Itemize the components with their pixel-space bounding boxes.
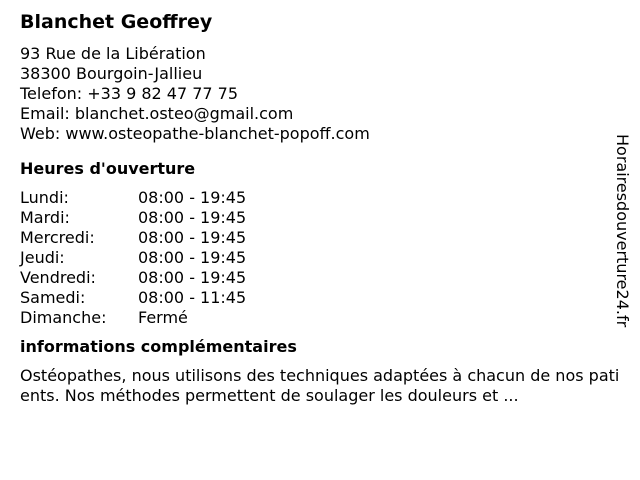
additional-info-heading: informations complémentaires [20,337,297,356]
day-label: Mercredi: [20,228,95,247]
day-label: Vendredi: [20,268,96,287]
email-line[interactable]: Email: blanchet.osteo@gmail.com [20,104,294,123]
day-label: Jeudi: [20,248,65,267]
contact-block [20,44,610,144]
website-line[interactable]: Web: www.osteopathe-blanchet-popoff.com [20,124,370,143]
business-name: Blanchet Geoffrey [20,11,213,33]
hours-row-sunday [20,308,610,328]
hours-row-friday [20,268,610,288]
time-value: 08:00 - 19:45 [138,248,247,267]
time-value: 08:00 - 19:45 [138,268,247,287]
hours-row-saturday [20,288,610,308]
business-card [20,8,620,406]
day-label: Samedi: [20,288,86,307]
day-label: Mardi: [20,208,70,227]
time-value: 08:00 - 19:45 [138,208,247,227]
time-value: 08:00 - 11:45 [138,288,247,307]
hours-row-wednesday [20,228,610,248]
site-watermark: Horairesdouverture24.fr [613,134,632,328]
hours-row-monday [20,188,610,208]
address-street: 93 Rue de la Libération [20,44,206,63]
time-value: 08:00 - 19:45 [138,188,247,207]
time-value: Fermé [138,308,188,327]
opening-hours-table [20,188,610,328]
address-city: 38300 Bourgoin-Jallieu [20,64,203,83]
hours-row-tuesday [20,208,610,228]
day-label: Dimanche: [20,308,107,327]
time-value: 08:00 - 19:45 [138,228,247,247]
hours-row-thursday [20,248,610,268]
opening-hours-heading: Heures d'ouverture [20,159,196,178]
phone-line[interactable]: Telefon: +33 9 82 47 77 75 [20,84,239,103]
description-text: Ostéopathes, nous utilisons des techniques adaptées à chacun de nos patients. Nos méthodes permettent de soulager les douleurs et ... [20,366,620,405]
day-label: Lundi: [20,188,69,207]
